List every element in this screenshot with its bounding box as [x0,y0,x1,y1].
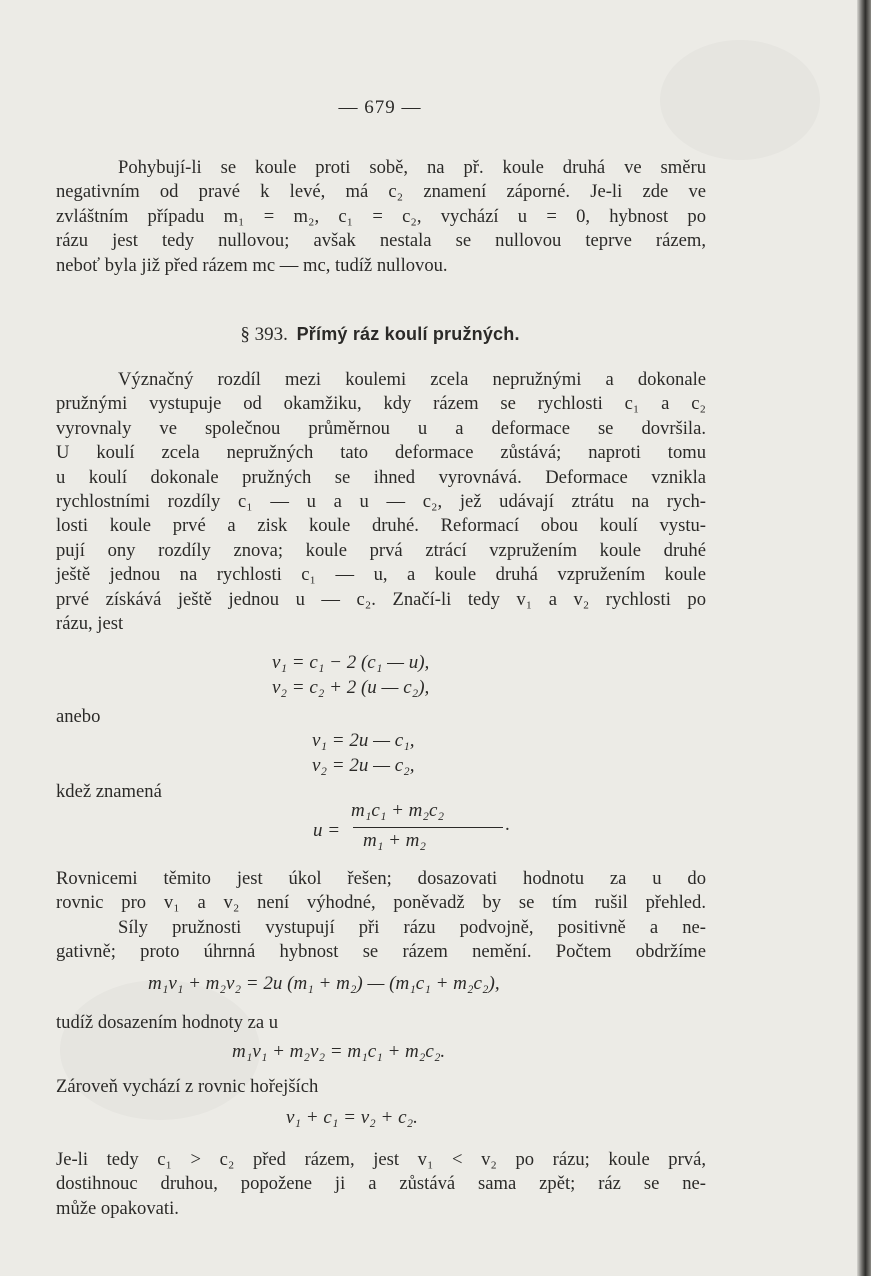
fraction-denominator: m₁ + m₂ [363,830,426,851]
fraction-lhs: u = [313,820,341,841]
equation: v₁ = c₁ − 2 (c₁ — u), [272,652,430,673]
book-spine-edge [857,0,871,1276]
text-line: Pohybují-li se koule proti sobě, na př. koule druhá ve směru [118,157,706,178]
text-line: zvláštním případu m₁ = m₂, c₁ = c₂, vychází u = 0, hybnost po [56,205,706,227]
text-line: negativním od pravé k levé, má c₂ znamení záporné. Je-li zde ve [56,181,706,203]
equation: v₁ = 2u — c₁, [312,730,415,751]
section-number: § 393. [240,324,288,345]
paragraph-3 [56,867,706,916]
text-line: gativně; proto úhrnná hybnost se rázem nemění. Počtem obdržíme [56,941,706,963]
text-line: neboť byla již před rázem mc — mc, tudíž nullovou. [56,254,448,276]
text-line: Síly pružnosti vystupují při rázu podvojně, positivně a ne- [118,917,706,938]
text-line: U koulí zcela nepružných tato deformace zůstává; naproti tomu [56,442,706,464]
section-heading [0,324,760,346]
equation: m₁v₁ + m₂v₂ = m₁c₁ + m₂c₂. [232,1041,446,1062]
text-line: Rovnicemi těmito jest úkol řešen; dosazovati hodnotu za u do [56,868,706,889]
text-line: u koulí dokonale pružných se ihned vyrovnává. Deformace vznikla [56,466,706,488]
text-line: pružnými vystupuje od okamžiku, kdy rázem se rychlosti c₁ a c₂ [56,393,706,415]
text-line: ještě jednou na rychlosti c₁ — u, a koule druhá vzpružením koule [56,564,706,586]
label-tudiz: tudíž dosazením hodnoty za u [56,1012,279,1033]
paragraph-5 [56,1148,706,1221]
paper-stain [60,980,260,1120]
paragraph-1 [56,156,706,278]
text-line: Význačný rozdíl mezi koulemi zcela nepružnými a dokonale [118,369,706,390]
text-line: losti koule prvé a zisk koule druhé. Reformací obou koulí vystu- [56,515,706,537]
label-anebo: anebo [56,706,101,727]
label-zaroven: Zároveň vychází z rovnic hořejších [56,1076,319,1097]
text-line: rychlostními rozdíly c₁ — u a u — c₂, jež udávají ztrátu na rych- [56,491,706,513]
text-line: rovnic pro v₁ a v₂ není výhodné, poněvadž by se tím rušil přehled. [56,892,706,914]
fraction-numerator: m₁c₁ + m₂c₂ [351,800,445,821]
paragraph-4 [56,916,706,965]
text-line: pují ony rozdíly znova; koule prvá ztrácí vzpružením koule druhé [56,539,706,561]
equation: v₁ + c₁ = v₂ + c₂. [286,1107,418,1128]
text-line: vyrovnaly ve společnou průměrnou u a deformace se dovršila. [56,417,706,439]
text-line: rázu jest tedy nullovou; avšak nestala se nullovou teprve rázem, [56,230,706,252]
text-line: Je-li tedy c₁ > c₂ před rázem, jest v₁ < v₂ po rázu; koule prvá, [56,1149,706,1170]
text-line: může opakovati. [56,1197,179,1219]
text-line: dostihnouc druhou, popožene ji a zůstává sama zpět; ráz se ne- [56,1173,706,1195]
fraction-bar [353,827,503,828]
text-line: rázu, jest [56,613,124,635]
text-line: prvé získává ještě jednou u — c₂. Značí-li tedy v₁ a v₂ rychlosti po [56,588,706,610]
section-title: Přímý ráz koulí pružných. [296,324,520,344]
page-number: — 679 — [338,97,422,118]
equation: v₂ = c₂ + 2 (u — c₂), [272,677,430,698]
equation: v₂ = 2u — c₂, [312,755,415,776]
equation: m₁v₁ + m₂v₂ = 2u (m₁ + m₂) — (m₁c₁ + m₂c₂), [148,973,500,994]
label-kdez: kdež znamená [56,781,162,802]
fraction-end: . [505,814,510,835]
paragraph-2 [56,368,706,636]
